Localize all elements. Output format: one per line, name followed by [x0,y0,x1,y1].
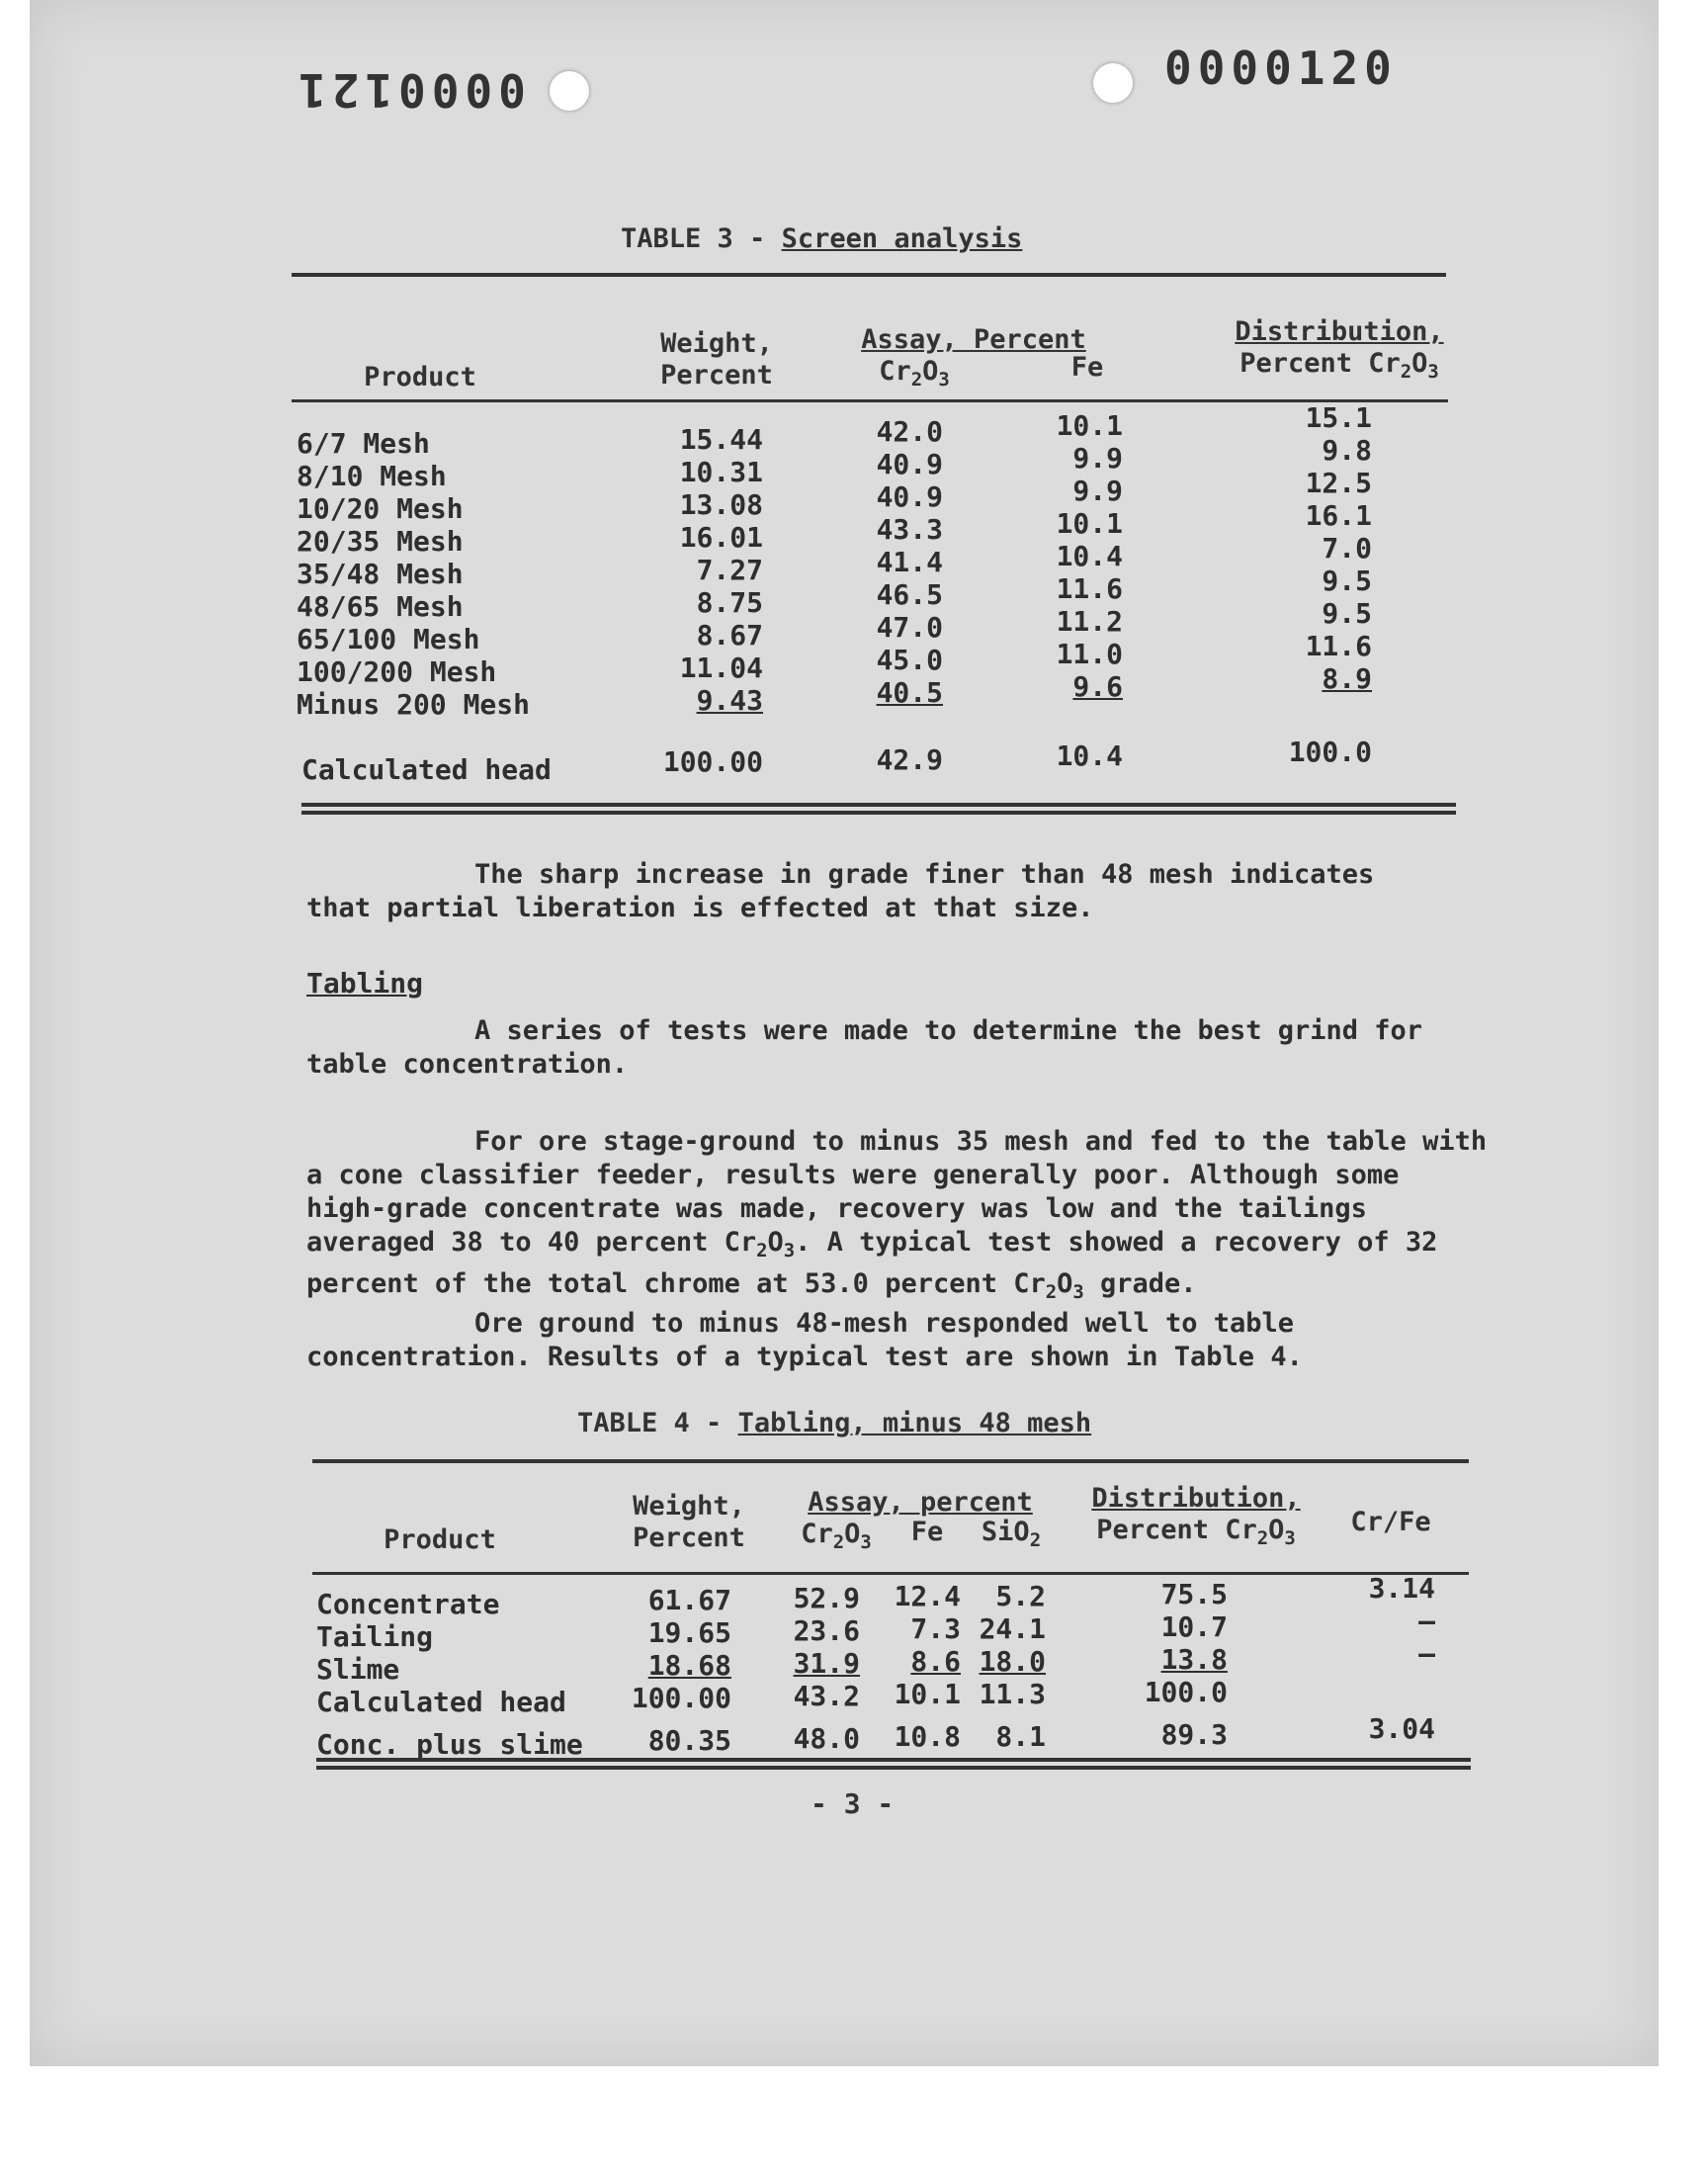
table-cell: 11.6 [1056,572,1123,605]
table-cell: — [1418,1605,1435,1637]
table-cell: 10.1 [1056,507,1123,540]
table-cell: 8.1 [995,1720,1046,1753]
table-cell: 5.2 [995,1580,1046,1612]
table-cell: 10.1 [894,1678,961,1710]
punch-hole-right [1093,63,1133,103]
table-cell: Slime [316,1653,400,1686]
table4-header-distribution [1077,1483,1315,1554]
table-cell: 10.7 [1160,1610,1228,1643]
table-cell: 23.6 [793,1614,860,1647]
table-cell: 48.0 [793,1722,860,1755]
table3-header-dist-cr-label: Percent Cr [1239,348,1401,379]
table3-product-column [297,427,593,721]
table4-header-assay-group: Assay, percent [808,1487,1033,1518]
table-cell: 65/100 Mesh [297,623,480,655]
table-cell: 43.2 [793,1680,860,1712]
table-cell: 20/35 Mesh [297,525,464,558]
table4-product-column [316,1588,613,1761]
table-cell: 12.5 [1305,467,1372,499]
table-cell: Concentrate [316,1588,500,1620]
table-cell: 9.5 [1322,565,1372,597]
table-cell: 3.14 [1368,1572,1435,1605]
table-cell: 100.0 [1144,1676,1228,1708]
table-cell: 52.9 [793,1582,860,1614]
table-cell: 7.0 [1322,532,1372,565]
table3-bottom-rule [301,803,1456,815]
table-cell: 10.31 [679,456,763,488]
table-cell: Conc. plus slime [316,1728,583,1761]
table-cell: 8.67 [696,619,763,652]
table4-cr2o3-column [787,1582,860,1755]
paragraph-stage-ground-part3: grade. [1083,1268,1197,1299]
table4-header-dist-cr-label: Percent Cr [1096,1515,1257,1545]
table3-cr2o3-column [850,415,943,709]
table3-weight-column [633,423,763,717]
page-number: - 3 - [811,1787,895,1820]
table4-bottom-rule [316,1758,1471,1770]
table-cell: 9.9 [1072,442,1123,475]
table4-header-dist-line2: Percent $Cr_2O_3$ [1096,1515,1296,1549]
table4-header-weight [605,1491,773,1554]
punch-hole-left [550,71,589,111]
table-cell: 45.0 [876,644,943,676]
table3-header-cr2o3: $Cr_2O_3$ [879,356,950,391]
table-cell: 9.8 [1322,434,1372,467]
table-cell: 40.9 [876,480,943,513]
table-cell: 11.04 [679,652,763,684]
table4-sio2-column [971,1580,1046,1753]
table4-header-dist-line1: Distribution, [1091,1483,1301,1514]
table-cell: Tailing [316,1620,434,1653]
table-cell: 7.27 [696,554,763,586]
table-cell: 8.75 [696,586,763,619]
table4-header-assay [787,1487,1054,1519]
table-cell: 7.3 [910,1612,961,1645]
document-number-stamp-left: 0000121 [293,63,526,117]
paragraph-grade-increase: The sharp increase in grade finer than 48 mesh indicates that partial liberation is effected at that size. [306,859,1375,923]
table-cell: 11.3 [979,1678,1046,1710]
table-cell: 12.4 [894,1580,961,1612]
table-cell: 15.1 [1305,401,1372,434]
table-cell: 24.1 [979,1612,1046,1645]
table4-header-sio2: SiO$_2$ [981,1517,1042,1551]
table-cell: 11.2 [1056,605,1123,638]
table3-total-distribution: 100.0 [1288,736,1372,768]
table3-caption [621,223,1022,254]
table-cell: 9.9 [1072,475,1123,507]
table-cell: 10.4 [1056,540,1123,572]
table-cell: 8.6 [910,1645,961,1678]
table-cell: 16.1 [1305,499,1372,532]
table-cell: 8/10 Mesh [297,460,447,492]
table-cell: 40.5 [876,676,943,709]
paragraph-stage-ground-part1: For ore stage-ground to minus 35 mesh and fed to the table with a cone classifier feeder, results were generally poor. Although some high-grade concentrate was made, recovery was low and the tailings averaged 38 to 40 percent Cr [306,1126,1488,1258]
table4-header-weight-line1: Weight, [633,1491,745,1522]
table3-total-weight: 100.00 [662,745,763,778]
paragraph-minus-48-mesh: Ore ground to minus 48-mesh responded well to table concentration. Results of a typical test are shown in Table 4. [306,1308,1303,1372]
table-cell: 41.4 [876,546,943,578]
table-cell: Calculated head [316,1686,566,1718]
table-cell: 11.0 [1056,638,1123,670]
table-cell: 46.5 [876,578,943,611]
table4-caption-prefix: TABLE 4 - [577,1408,738,1438]
table4-caption-title: Tabling, minus 48 mesh [737,1408,1092,1438]
table3-top-rule [292,273,1446,277]
section-heading-tabling: Tabling [306,967,424,1000]
table-cell: 16.01 [679,521,763,554]
table3-header-assay-group: Assay, Percent [861,324,1086,355]
table4-header-cr2o3: $Cr_2O_3$ [801,1519,872,1553]
table-cell: 10.8 [894,1720,961,1753]
table-cell: 9.43 [696,684,763,717]
table4-header-crfe: Cr/Fe [1350,1507,1431,1537]
table-cell: 42.0 [876,415,943,448]
table3-total-cr2o3: 42.9 [876,743,943,776]
table-cell: 75.5 [1160,1578,1228,1610]
table-cell: 19.65 [647,1616,731,1649]
table4-crfe-column [1354,1572,1435,1745]
table-cell: 100.00 [631,1682,731,1714]
table4-header-weight-line2: Percent [633,1522,745,1553]
table-cell: Minus 200 Mesh [297,688,531,721]
table4-distribution-column [1137,1578,1228,1751]
table3-header-weight-line1: Weight, [660,328,773,359]
table3-caption-title: Screen analysis [781,223,1023,254]
table-cell: 43.3 [876,513,943,546]
table3-header-distribution [1216,316,1463,388]
table-cell: 35/48 Mesh [297,558,464,590]
table4-header-fe: Fe [910,1517,944,1547]
table3-header-weight-line2: Percent [660,360,773,391]
table-cell: 6/7 Mesh [297,427,430,460]
table4-weight-column [613,1584,731,1757]
table-cell: 13.08 [679,488,763,521]
table4-top-rule [312,1459,1469,1463]
table-cell: 10.1 [1056,409,1123,442]
table4-header-si-label: SiO [981,1517,1030,1547]
table-cell: 11.6 [1305,630,1372,662]
table4-caption [577,1408,1091,1438]
table3-total-fe: 10.4 [1056,740,1123,772]
table4-fe-column [880,1580,961,1753]
table-cell: 40.9 [876,448,943,480]
table-cell: 13.8 [1160,1643,1228,1676]
table4-header-cr-label: Cr [801,1519,833,1549]
table-cell [1354,1670,1435,1702]
table-cell: 89.3 [1160,1718,1228,1751]
table3-header-fe: Fe [1070,352,1104,383]
table-cell: — [1418,1637,1435,1670]
table3-fe-column [1028,409,1123,703]
table-cell: 18.0 [979,1645,1046,1678]
paragraph-stage-ground-part2: . A typical test showed a recovery of 32 percent of the total chrome at 53.0 percent Cr [306,1227,1438,1299]
table4-header-rule [312,1572,1469,1575]
table3-header-product: Product [364,362,476,392]
table3-total-product: Calculated head [301,753,552,786]
paragraph-series-of-tests: A series of tests were made to determine the best grind for table concentration. [306,1015,1423,1080]
table-cell: 48/65 Mesh [297,590,464,623]
table-cell: 15.44 [679,423,763,456]
paragraph-stage-ground: For ore stage-ground to minus 35 mesh and fed to the table with a cone classifier feeder, results were generally poor. Although some high-grade concentrate was made, recovery was low and the tailings averaged 38 to 40 percent $Cr_2O_3$. A typical test showed a recovery of 32 percent of the total chrome at 53.0 percent $Cr_2O_3$ grade. [306,1126,1488,1303]
table-cell: 18.68 [647,1649,731,1682]
table-cell: 10/20 Mesh [297,492,464,525]
table3-header-weight [633,328,801,392]
table-cell: 80.35 [647,1724,731,1757]
table3-header-dist-line2: Percent $Cr_2O_3$ [1239,348,1439,383]
document-number-stamp-right: 0000120 [1164,42,1398,95]
table3-distribution-column [1275,401,1372,695]
table3-header-dist-line1: Distribution, [1235,316,1444,347]
table-cell: 9.5 [1322,597,1372,630]
table4-header-product: Product [384,1524,496,1555]
table-cell: 100/200 Mesh [297,655,497,688]
table-cell: 61.67 [647,1584,731,1616]
table-cell: 3.04 [1368,1712,1435,1745]
table3-header-cr-label: Cr [879,356,911,387]
table3-caption-prefix: TABLE 3 - [621,223,782,254]
table-cell: 8.9 [1322,662,1372,695]
table-cell: 31.9 [793,1647,860,1680]
table-cell: 9.6 [1072,670,1123,703]
table-cell: 47.0 [876,611,943,644]
